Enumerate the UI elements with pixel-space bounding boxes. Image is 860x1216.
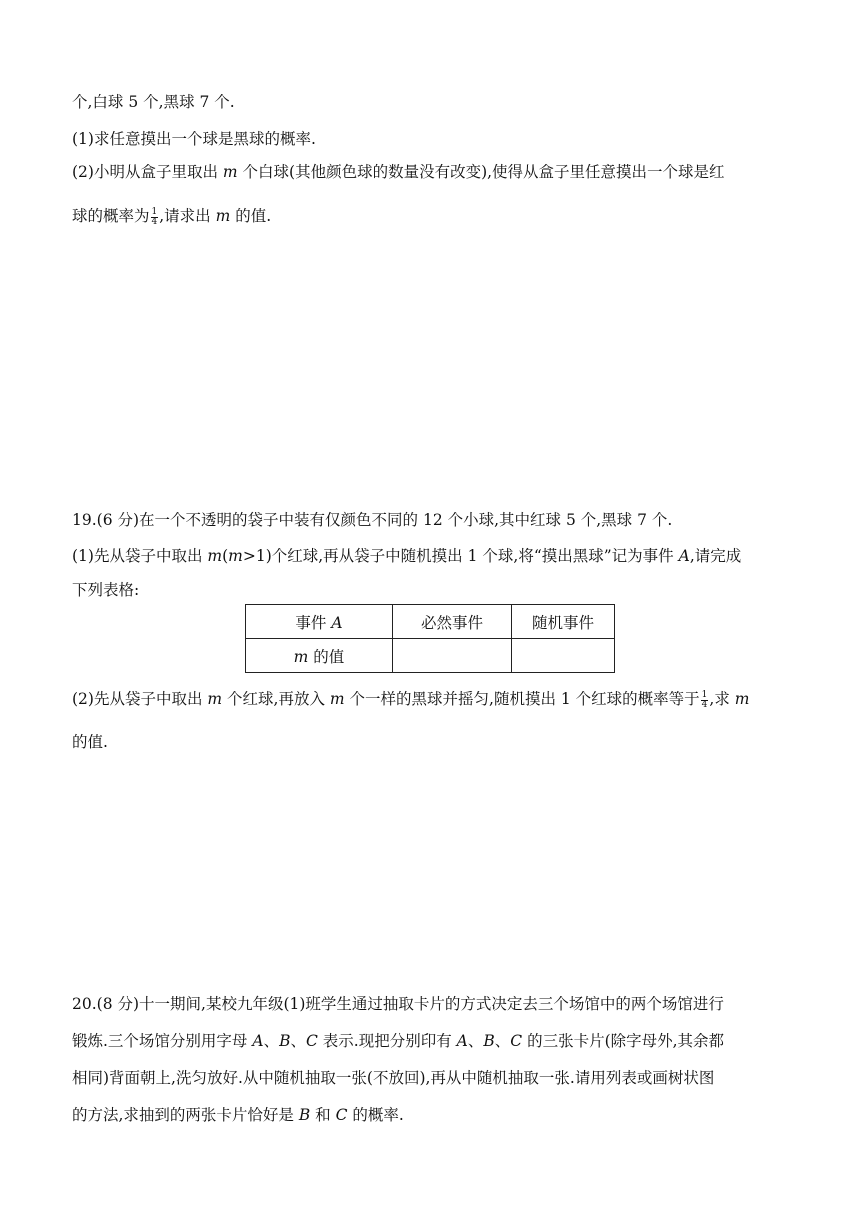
q18-line1: 个,白球 5 个,黑球 7 个. [72, 93, 235, 111]
q20-line1: 20.(8 分)十一期间,某校九年级(1)班学生通过抽取卡片的方式决定去三个场馆中的两个场馆进行 [72, 995, 724, 1013]
table-header-certain: 必然事件 [393, 605, 512, 639]
q20-line4: 的方法,求抽到的两张卡片恰好是 B 和 C 的概率. [72, 1106, 404, 1124]
table-cell-certain-answer [393, 639, 512, 673]
table-header-random: 随机事件 [512, 605, 615, 639]
fraction-one-quarter: $\frac{1}{4}$ [151, 207, 158, 228]
q19-stem: 19.(6 分)在一个不透明的袋子中装有仅颜色不同的 12 个小球,其中红球 5 个,黑球 7 个. [72, 511, 673, 529]
table-row [246, 639, 615, 673]
fraction-one-quarter: $\frac{1}{4}$ [701, 690, 708, 711]
q18-part2-line2: 球的概率为 $\frac{1}{4}$ ,请求出 m 的值. [72, 207, 272, 228]
event-table [245, 604, 615, 673]
q19-part2-line2: 的值. [72, 733, 108, 751]
q19-part1-line2: 下列表格: [72, 581, 140, 599]
q19-part1-line1: (1)先从袋子中取出 m(m>1)个红球,再从袋子中随机摸出 1 个球,将“摸出黑球”记为事件 A,请完成 [72, 547, 742, 565]
table-header-event: 事件 A [246, 605, 393, 639]
q19-part2-line1: (2)先从袋子中取出 m 个红球,再放入 m 个一样的黑球并摇匀,随机摸出 1 个红球的概率等于 $\frac{1}{4}$ ,求 m [72, 690, 750, 711]
table-cell-random-answer [512, 639, 615, 673]
q20-line2: 锻炼.三个场馆分别用字母 A、B、C 表示.现把分别印有 A、B、C 的三张卡片(除字母外,其余都 [72, 1032, 725, 1050]
table-row-label: m 的值 [246, 639, 393, 673]
q18-part2-line1: (2)小明从盒子里取出 m 个白球(其他颜色球的数量没有改变),使得从盒子里任意摸出一个球是红 [72, 163, 725, 181]
q18-part1: (1)求任意摸出一个球是黑球的概率. [72, 130, 316, 148]
q20-line3: 相同)背面朝上,洗匀放好.从中随机抽取一张(不放回),再从中随机抽取一张.请用列表或画树状图 [72, 1069, 715, 1087]
table-row [246, 605, 615, 639]
